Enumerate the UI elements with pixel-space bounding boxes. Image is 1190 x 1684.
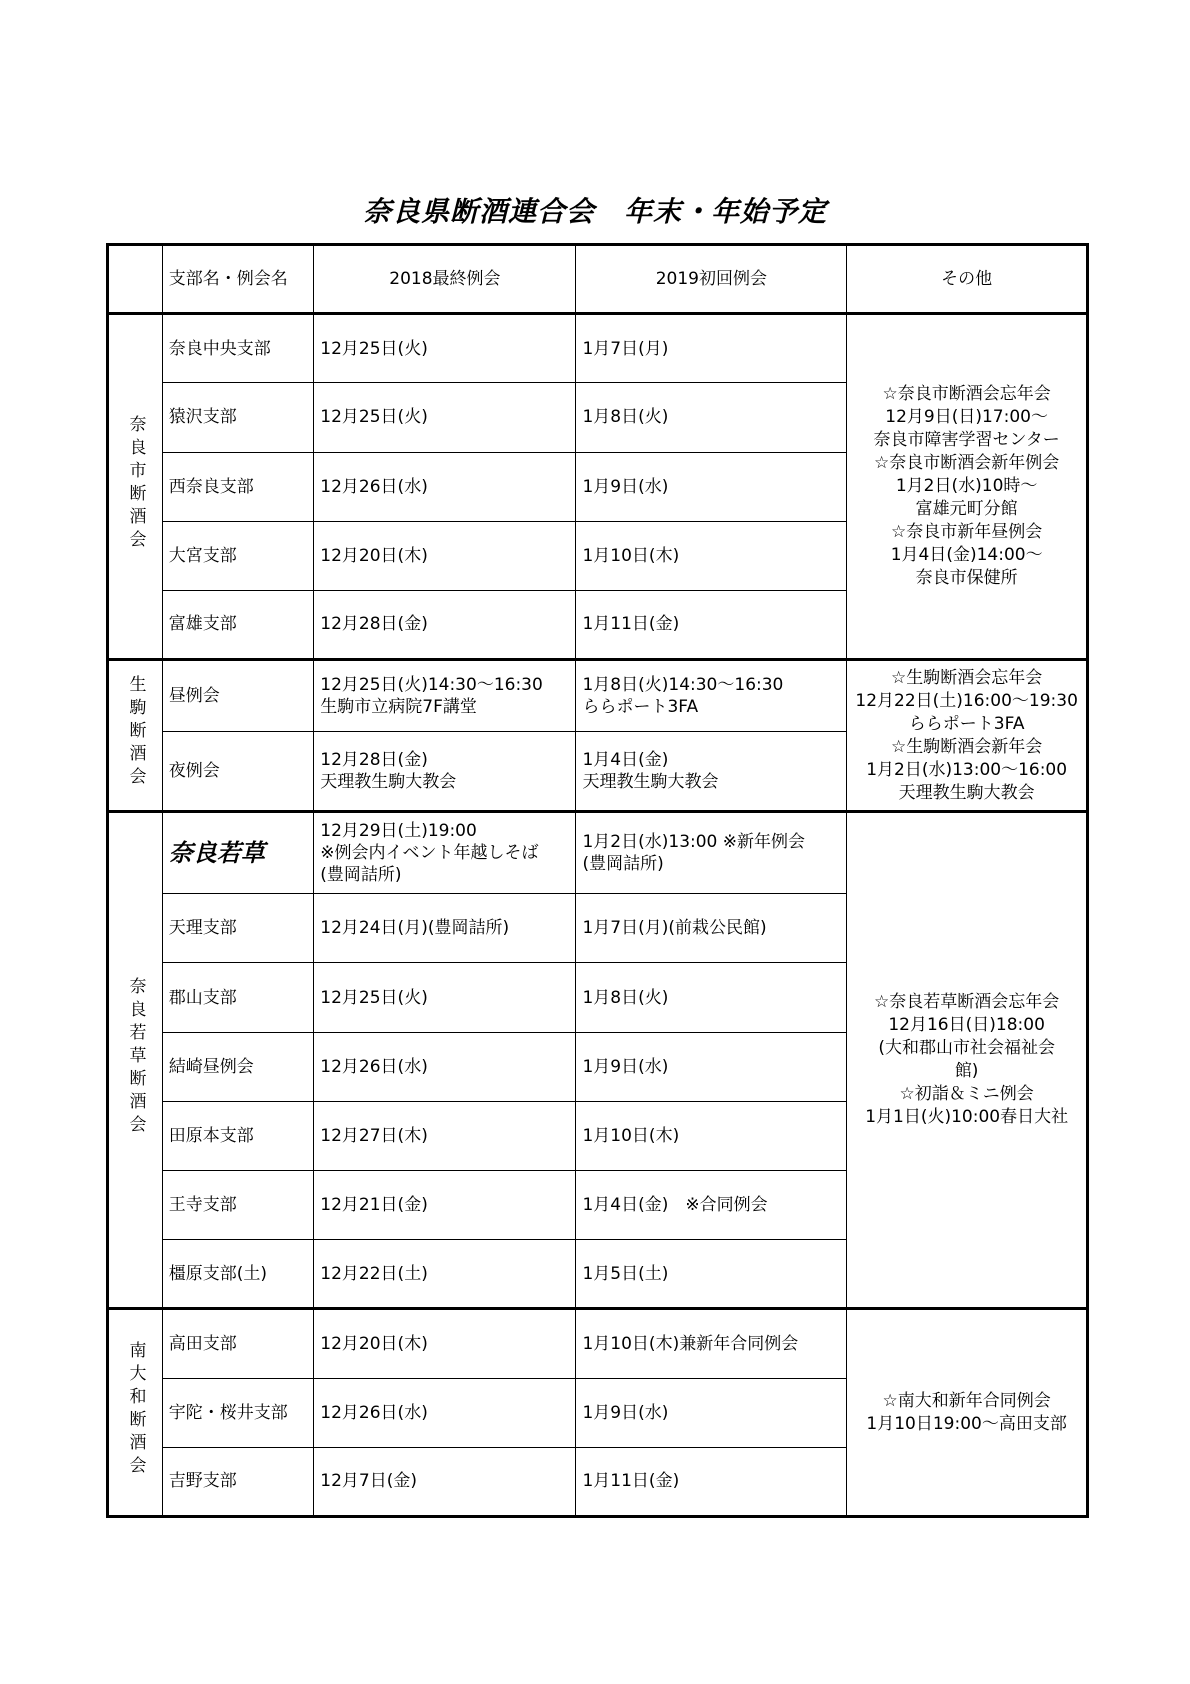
cell-line: (豊岡詰所) xyxy=(582,854,664,875)
other-note-line: 1月2日(水)10時～ xyxy=(895,476,1038,497)
date-2019: 1月8日(火) xyxy=(576,963,847,1032)
branch-name: 奈良中央支部 xyxy=(162,314,314,383)
branch-name: 高田支部 xyxy=(162,1309,314,1378)
date-2018: 12月28日(金) xyxy=(314,590,576,659)
group-label xyxy=(108,1309,163,1517)
date-2019: 1月7日(月) xyxy=(576,314,847,383)
branch-name: 田原本支部 xyxy=(162,1101,314,1170)
group-label-text: 南大和断酒会 xyxy=(125,1340,146,1479)
other-note-line: 天理教生駒大教会 xyxy=(898,782,1035,803)
date-2018: 12月21日(金) xyxy=(314,1171,576,1240)
date-2019: 1月7日(月)(前栽公民館) xyxy=(576,894,847,963)
branch-name: 富雄支部 xyxy=(162,590,314,659)
branch-name: 昼例会 xyxy=(162,660,314,732)
cell-line: 1月2日(水)13:00 ※新年例会 xyxy=(582,832,806,853)
branch-name: 郡山支部 xyxy=(162,963,314,1032)
group-label-text: 生駒断酒会 xyxy=(125,675,146,791)
date-2019: 1月10日(木)兼新年合同例会 xyxy=(576,1309,847,1378)
table-row xyxy=(108,812,1088,894)
other-note-line: 1月4日(金)14:00～ xyxy=(890,545,1043,565)
date-2019: 1月5日(土) xyxy=(576,1240,847,1309)
date-2018: 12月27日(木) xyxy=(314,1101,576,1170)
other-note-line: ☆南大和新年合同例会 xyxy=(882,1390,1051,1411)
date-2018 xyxy=(314,731,576,811)
other-note-line: ☆奈良市断酒会忘年会 xyxy=(882,384,1051,405)
other-note-line: ☆初詣＆ミニ例会 xyxy=(899,1084,1034,1105)
date-2018 xyxy=(314,660,576,732)
group-label xyxy=(108,660,163,812)
cell-line: 生駒市立病院7F講堂 xyxy=(320,696,477,717)
date-2018: 12月7日(金) xyxy=(314,1447,576,1516)
date-2019 xyxy=(576,731,847,811)
other-note-line: 12月22日(土)16:00～19:30 xyxy=(855,690,1078,711)
cell-line: 12月25日(火)14:30～16:30 xyxy=(320,674,543,695)
table-row xyxy=(108,314,1088,383)
other-notes xyxy=(847,660,1088,812)
date-2019: 1月9日(水) xyxy=(576,1378,847,1447)
branch-name: 大宮支部 xyxy=(162,521,314,590)
date-2018: 12月25日(火) xyxy=(314,314,576,383)
date-2019: 1月11日(金) xyxy=(576,1447,847,1516)
header-name: 支部名・例会名 xyxy=(162,245,314,314)
date-2018: 12月26日(水) xyxy=(314,1378,576,1447)
date-2019: 1月9日(水) xyxy=(576,1032,847,1101)
date-2019: 1月11日(金) xyxy=(576,590,847,659)
branch-name xyxy=(162,812,314,894)
header-row xyxy=(108,245,1088,314)
cell-line: ※例会内イベント年越しそば xyxy=(320,843,539,864)
other-note-line: ☆奈良市断酒会新年例会 xyxy=(874,453,1060,474)
date-2018: 12月20日(木) xyxy=(314,1309,576,1378)
other-note-line: 奈良市保健所 xyxy=(915,567,1018,588)
date-2019: 1月9日(水) xyxy=(576,452,847,521)
date-2018: 12月26日(水) xyxy=(314,1032,576,1101)
branch-name: 天理支部 xyxy=(162,894,314,963)
other-note-line: ☆奈良若草断酒会忘年会 xyxy=(874,992,1060,1013)
group-label xyxy=(108,314,163,660)
cell-line: ららポート3FA xyxy=(582,696,699,717)
cell-line: (豊岡詰所) xyxy=(320,865,402,886)
group-label-text: 奈良市断酒会 xyxy=(125,414,146,553)
header-2018: 2018最終例会 xyxy=(314,245,576,314)
other-notes xyxy=(847,1309,1088,1517)
other-note-line: 1月2日(水)13:00～16:00 xyxy=(866,759,1068,780)
date-2019: 1月10日(木) xyxy=(576,1101,847,1170)
group-label-text: 奈良若草断酒会 xyxy=(125,976,146,1138)
branch-name: 吉野支部 xyxy=(162,1447,314,1516)
cell-line: 天理教生駒大教会 xyxy=(582,771,719,792)
other-note-line: (大和郡山市社会福祉会 xyxy=(878,1038,1055,1059)
group-label xyxy=(108,812,163,1309)
branch-name: 西奈良支部 xyxy=(162,452,314,521)
cell-line: 12月28日(金) xyxy=(320,749,428,770)
date-2018: 12月26日(水) xyxy=(314,452,576,521)
other-notes xyxy=(847,314,1088,660)
branch-name: 夜例会 xyxy=(162,731,314,811)
date-2018: 12月25日(火) xyxy=(314,383,576,452)
other-note-line: 1月10日19:00～高田支部 xyxy=(866,1413,1067,1434)
header-2019: 2019初回例会 xyxy=(576,245,847,314)
date-2018: 12月22日(土) xyxy=(314,1240,576,1309)
schedule-table xyxy=(106,243,1089,1518)
branch-name: 宇陀・桜井支部 xyxy=(162,1378,314,1447)
branch-name: 猿沢支部 xyxy=(162,383,314,452)
other-note-line: ららポート3FA xyxy=(908,713,1025,734)
branch-name: 橿原支部(土) xyxy=(162,1240,314,1309)
other-note-line: ☆生駒断酒会新年会 xyxy=(891,736,1043,757)
other-note-line: 館) xyxy=(954,1061,979,1082)
other-note-line: ☆生駒断酒会忘年会 xyxy=(891,667,1043,688)
other-note-line: 12月16日(日)18:00 xyxy=(888,1015,1045,1036)
table-row xyxy=(108,1309,1088,1378)
branch-name: 結崎昼例会 xyxy=(162,1032,314,1101)
cell-line: 天理教生駒大教会 xyxy=(320,771,457,792)
cell-line: 1月4日(金) xyxy=(582,749,669,770)
page-title: 奈良県断酒連合会 年末・年始予定 xyxy=(362,195,827,228)
date-2019 xyxy=(576,660,847,732)
other-note-line: ☆奈良市新年昼例会 xyxy=(891,522,1043,543)
other-note-line: 富雄元町分館 xyxy=(915,499,1018,520)
date-2019 xyxy=(576,812,847,894)
header-other: その他 xyxy=(847,245,1088,314)
other-note-line: 1月1日(火)10:00春日大社 xyxy=(865,1107,1069,1128)
date-2019: 1月10日(木) xyxy=(576,521,847,590)
date-2018: 12月20日(木) xyxy=(314,521,576,590)
cell-line: 12月29日(土)19:00 xyxy=(320,821,477,842)
date-2018 xyxy=(314,812,576,894)
date-2018: 12月24日(月)(豊岡詰所) xyxy=(314,894,576,963)
date-2019: 1月8日(火) xyxy=(576,383,847,452)
date-2018: 12月25日(火) xyxy=(314,963,576,1032)
cell-line: 1月8日(火)14:30～16:30 xyxy=(582,674,784,695)
table-row xyxy=(108,660,1088,732)
other-note-line: 12月9日(日)17:00～ xyxy=(885,407,1048,428)
header-group xyxy=(108,245,163,314)
branch-name: 王寺支部 xyxy=(162,1171,314,1240)
branch-name-emphasis: 奈良若草 xyxy=(168,838,265,867)
other-note-line: 奈良市障害学習センター xyxy=(873,430,1060,451)
other-notes xyxy=(847,812,1088,1309)
date-2019: 1月4日(金) ※合同例会 xyxy=(576,1171,847,1240)
